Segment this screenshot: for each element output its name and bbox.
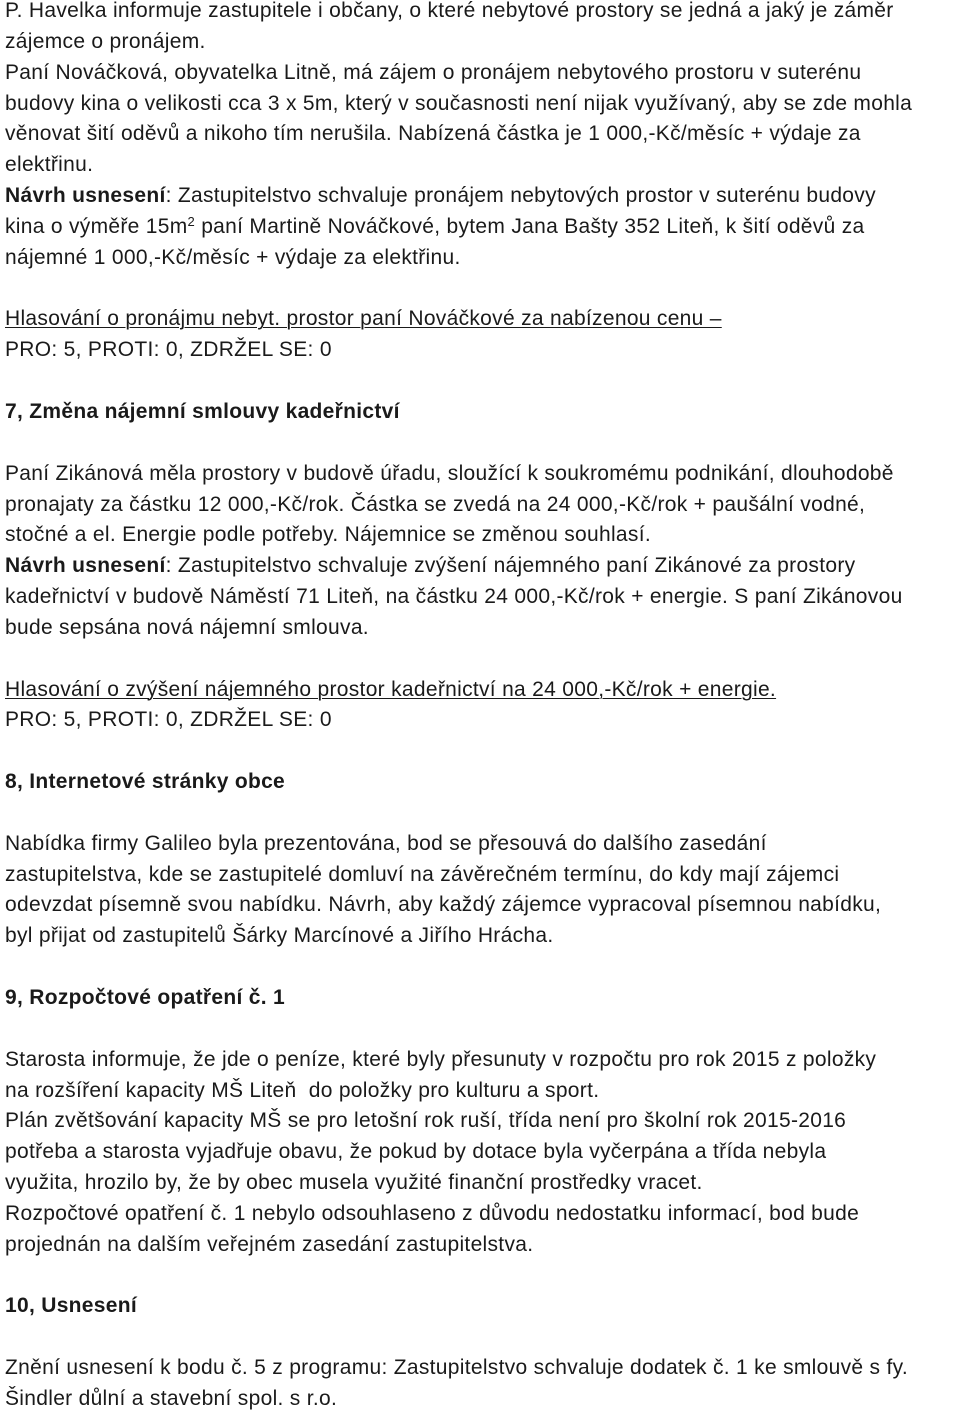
paragraph-line: Znění usnesení k bodu č. 5 z programu: Zastupitelstvo schvaluje dodatek č. 1 ke smlouvě s fy. xyxy=(5,1356,908,1380)
paragraph-line: odevzdat písemně svou nabídku. Návrh, aby každý zájemce vypracoval písemnou nabídku, xyxy=(5,893,882,917)
paragraph-line: věnovat šití oděvů a nikoho tím nerušila. Nabízená částka je 1 000,-Kč/měsíc + výdaje za xyxy=(5,122,861,146)
section-heading: 10, Usnesení xyxy=(5,1294,137,1318)
paragraph-line: potřeba a starosta vyjadřuje obavu, že pokud by dotace byla vyčerpána a třída nebyla xyxy=(5,1140,827,1164)
vote-title-text: Hlasování o zvýšení nájemného prostor kadeřnictví na 24 000,-Kč/rok + energie. xyxy=(5,677,777,701)
paragraph-line: projednán na dalším veřejném zasedání zastupitelstva. xyxy=(5,1232,534,1256)
paragraph-line: Rozpočtové opatření č. 1 nebylo odsouhlaseno z důvodu nedostatku informací, bod bude xyxy=(5,1201,860,1225)
section-heading: 9, Rozpočtové opatření č. 1 xyxy=(5,986,285,1009)
blank-line xyxy=(5,644,958,675)
resolution-proposal-line: nájemné 1 000,-Kč/měsíc + výdaje za elektřinu. xyxy=(5,245,461,269)
paragraph-line: zastupitelstva, kde se zastupitelé domluví na závěrečném termínu, do kdy mají zájemci xyxy=(5,862,840,886)
paragraph-line: Nabídka firmy Galileo byla prezentována, bod se přesouvá do dalšího zasedání xyxy=(5,831,767,855)
vote-result: PRO: 5, PROTI: 0, ZDRŽEL SE: 0 xyxy=(5,338,332,362)
paragraph-line: elektřinu. xyxy=(5,153,94,177)
resolution-proposal-line xyxy=(5,551,958,582)
paragraph-line: Paní Zikánová měla prostory v budově úřadu, sloužící k soukromému podnikání, dlouhodobě xyxy=(5,461,894,485)
blank-line xyxy=(5,736,958,767)
blank-line xyxy=(5,366,958,397)
vote-title xyxy=(5,675,958,706)
blank-line xyxy=(5,798,958,829)
document-page xyxy=(5,0,958,1415)
blank-line xyxy=(5,1322,958,1353)
vote-title xyxy=(5,304,958,335)
paragraph-line: na rozšíření kapacity MŠ Liteň do položky pro kulturu a sport. xyxy=(5,1078,600,1102)
vote-title-text: Hlasování o pronájmu nebyt. prostor paní Nováčkové za nabízenou cenu – xyxy=(5,307,722,331)
paragraph-line: P. Havelka informuje zastupitele i občany, o které nebytové prostory se jedná a jaký je záměr xyxy=(5,0,894,22)
resolution-proposal-line: bude sepsána nová nájemní smlouva. xyxy=(5,615,369,639)
blank-line xyxy=(5,952,958,983)
section-heading: 7, Změna nájemní smlouvy kadeřnictví xyxy=(5,399,400,423)
area-unit-superscript: 2 xyxy=(187,213,196,229)
vote-result: PRO: 5, PROTI: 0, ZDRŽEL SE: 0 xyxy=(5,708,332,732)
resolution-proposal-label: Návrh usnesení xyxy=(5,184,166,208)
blank-line xyxy=(5,428,958,459)
paragraph-line: Starosta informuje, že jde o peníze, které byly přesunuty v rozpočtu pro rok 2015 z položky xyxy=(5,1047,877,1071)
paragraph-line: byl přijat od zastupitelů Šárky Marcínové a Jiřího Hrácha. xyxy=(5,924,554,948)
paragraph-line: využita, hrozilo by, že by obec musela využité finanční prostředky vracet. xyxy=(5,1171,703,1195)
resolution-proposal-label: Návrh usnesení xyxy=(5,554,166,578)
paragraph-line: pronajaty za částku 12 000,-Kč/rok. Částka se zvedá na 24 000,-Kč/rok + paušální vodné, xyxy=(5,492,866,516)
resolution-proposal-text: kina o výměře 15m xyxy=(5,214,188,238)
paragraph-line: Paní Nováčková, obyvatelka Litně, má zájem o pronájem nebytového prostoru v suterénu xyxy=(5,60,862,84)
section-heading: 8, Internetové stránky obce xyxy=(5,770,286,794)
resolution-proposal-line xyxy=(5,181,958,212)
paragraph-line: budovy kina o velikosti cca 3 x 5m, který v současnosti není nijak využívaný, aby se zde mohla xyxy=(5,91,913,115)
resolution-proposal-text: paní Martině Nováčkové, bytem Jana Bašty 352 Liteň, k šití oděvů za xyxy=(195,214,865,238)
blank-line xyxy=(5,1014,958,1045)
resolution-proposal-text: : Zastupitelstvo schvaluje pronájem nebytových prostor v suterénu budovy xyxy=(165,184,876,208)
blank-line xyxy=(5,274,958,305)
paragraph-line: Šindler důlní a stavební spol. s r.o. xyxy=(5,1386,338,1410)
resolution-proposal-line: kadeřnictví v budově Náměstí 71 Liteň, na částku 24 000,-Kč/rok + energie. S paní Zikánovou xyxy=(5,585,903,609)
blank-line xyxy=(5,1261,958,1292)
paragraph-line: stočné a el. Energie podle potřeby. Nájemnice se změnou souhlasí. xyxy=(5,523,651,547)
paragraph-line: Plán zvětšování kapacity MŠ se pro letošní rok ruší, třída není pro školní rok 2015-2016 xyxy=(5,1109,847,1133)
paragraph-line: zájemce o pronájem. xyxy=(5,29,206,53)
resolution-proposal-line xyxy=(5,212,958,243)
resolution-proposal-text: : Zastupitelstvo schvaluje zvýšení nájemného paní Zikánové za prostory xyxy=(165,554,856,578)
